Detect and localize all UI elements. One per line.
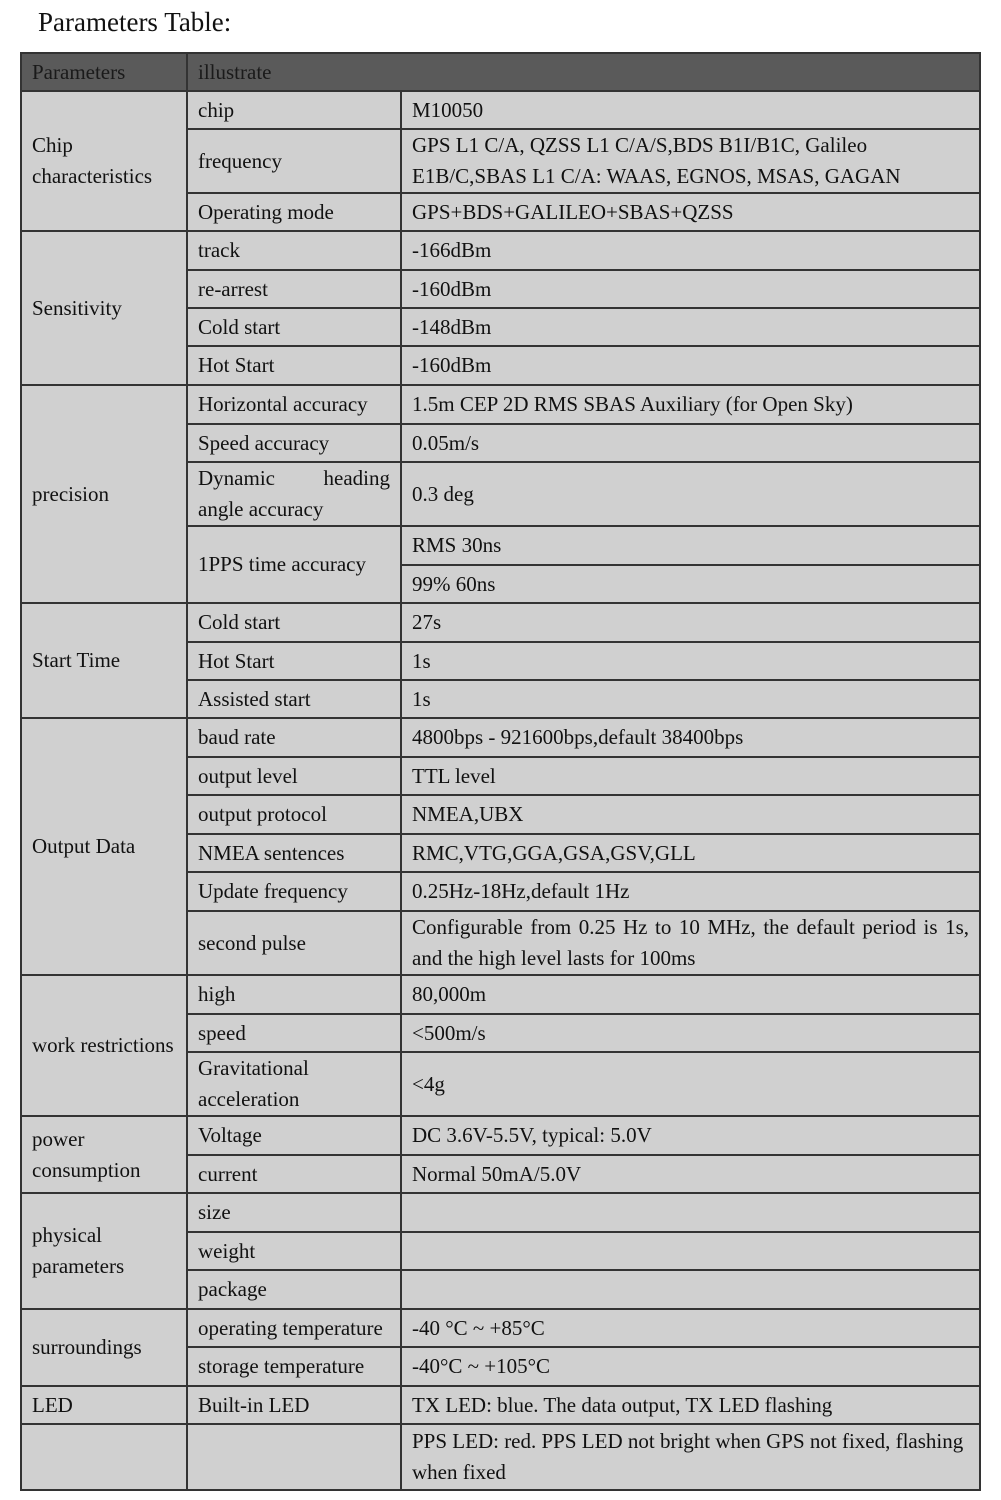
- param-label: size: [187, 1193, 401, 1232]
- table-row: [21, 1193, 980, 1232]
- param-value: 0.05m/s: [401, 424, 980, 462]
- param-label: Cold start: [187, 308, 401, 346]
- param-label: package: [187, 1270, 401, 1309]
- param-value: DC 3.6V-5.5V, typical: 5.0V: [401, 1116, 980, 1155]
- group-work-restrictions: work restrictions: [21, 975, 187, 1116]
- param-label: Hot Start: [187, 346, 401, 385]
- param-value: M10050: [401, 91, 980, 129]
- param-value: 99% 60ns: [401, 565, 980, 603]
- param-value: <4g: [401, 1052, 980, 1116]
- param-value: -148dBm: [401, 308, 980, 346]
- param-label: frequency: [187, 129, 401, 193]
- param-value: NMEA,UBX: [401, 795, 980, 834]
- param-label: Voltage: [187, 1116, 401, 1155]
- group-led: LED: [21, 1386, 187, 1424]
- param-label: Assisted start: [187, 680, 401, 718]
- param-label: re-arrest: [187, 270, 401, 308]
- param-value: 0.3 deg: [401, 462, 980, 526]
- table-row: [21, 718, 980, 757]
- param-value: [401, 1193, 980, 1232]
- param-value: -40°C ~ +105°C: [401, 1347, 980, 1386]
- table-row: [21, 975, 980, 1014]
- param-label: 1PPS time accuracy: [187, 526, 401, 603]
- table-row: [21, 231, 980, 270]
- param-label: storage temperature: [187, 1347, 401, 1386]
- param-label: high: [187, 975, 401, 1014]
- param-label: Built-in LED: [187, 1386, 401, 1424]
- parameters-table: [20, 52, 981, 1491]
- param-label: speed: [187, 1014, 401, 1052]
- param-value: 1.5m CEP 2D RMS SBAS Auxiliary (for Open Sky): [401, 385, 980, 424]
- param-value: RMC,VTG,GGA,GSA,GSV,GLL: [401, 834, 980, 872]
- table-row: [21, 91, 980, 129]
- param-label: second pulse: [187, 911, 401, 975]
- param-label: Gravitational acceleration: [187, 1052, 401, 1116]
- param-value: -40 °C ~ +85°C: [401, 1309, 980, 1347]
- param-value: 4800bps - 921600bps,default 38400bps: [401, 718, 980, 757]
- group-chip-characteristics: Chip characteristics: [21, 91, 187, 231]
- param-label: Hot Start: [187, 642, 401, 680]
- group-surroundings: surroundings: [21, 1309, 187, 1386]
- param-value: -160dBm: [401, 346, 980, 385]
- group-precision: precision: [21, 385, 187, 603]
- param-value: 1s: [401, 642, 980, 680]
- param-value: Configurable from 0.25 Hz to 10 MHz, the default period is 1s, and the high level lasts for 100ms: [401, 911, 980, 975]
- param-label: [187, 1424, 401, 1490]
- page-title: Parameters Table:: [38, 7, 232, 37]
- table-row: [21, 1309, 980, 1347]
- group-power-consumption: power consumption: [21, 1116, 187, 1193]
- table-row: [21, 1386, 980, 1424]
- param-label: baud rate: [187, 718, 401, 757]
- param-value: RMS 30ns: [401, 526, 980, 565]
- param-value: <500m/s: [401, 1014, 980, 1052]
- param-value: 80,000m: [401, 975, 980, 1014]
- header-parameters: Parameters: [21, 53, 187, 91]
- param-label: NMEA sentences: [187, 834, 401, 872]
- param-label: output level: [187, 757, 401, 795]
- table-row: [21, 385, 980, 424]
- param-label: track: [187, 231, 401, 270]
- param-value: PPS LED: red. PPS LED not bright when GPS not fixed, flashing when fixed: [401, 1424, 980, 1490]
- param-label: chip: [187, 91, 401, 129]
- param-value: [401, 1232, 980, 1270]
- group-sensitivity: Sensitivity: [21, 231, 187, 385]
- param-label: current: [187, 1155, 401, 1193]
- param-value: GPS L1 C/A, QZSS L1 C/A/S,BDS B1I/B1C, Galileo E1B/C,SBAS L1 C/A: WAAS, EGNOS, MSAS, GAGAN: [401, 129, 980, 193]
- param-label: Horizontal accuracy: [187, 385, 401, 424]
- param-value: 27s: [401, 603, 980, 642]
- param-label: Cold start: [187, 603, 401, 642]
- param-label: [187, 462, 401, 526]
- group-output-data: Output Data: [21, 718, 187, 975]
- param-label: operating temperature: [187, 1309, 401, 1347]
- param-label: weight: [187, 1232, 401, 1270]
- param-value: TTL level: [401, 757, 980, 795]
- param-value: 0.25Hz-18Hz,default 1Hz: [401, 872, 980, 911]
- param-value: 1s: [401, 680, 980, 718]
- table-header-row: [21, 53, 980, 91]
- param-label: Operating mode: [187, 193, 401, 231]
- param-label-line: Dynamic heading: [198, 466, 390, 490]
- param-value: TX LED: blue. The data output, TX LED flashing: [401, 1386, 980, 1424]
- group-empty: [21, 1424, 187, 1490]
- param-label: Update frequency: [187, 872, 401, 911]
- header-illustrate: illustrate: [187, 53, 980, 91]
- param-label-line: angle accuracy: [198, 497, 324, 521]
- param-label: output protocol: [187, 795, 401, 834]
- param-value: GPS+BDS+GALILEO+SBAS+QZSS: [401, 193, 980, 231]
- param-value: -160dBm: [401, 270, 980, 308]
- table-row: [21, 1424, 980, 1490]
- param-value: -166dBm: [401, 231, 980, 270]
- param-value: Normal 50mA/5.0V: [401, 1155, 980, 1193]
- group-start-time: Start Time: [21, 603, 187, 718]
- group-physical-parameters: physical parameters: [21, 1193, 187, 1309]
- table-row: [21, 603, 980, 642]
- param-label: Speed accuracy: [187, 424, 401, 462]
- table-row: [21, 1116, 980, 1155]
- param-value: [401, 1270, 980, 1309]
